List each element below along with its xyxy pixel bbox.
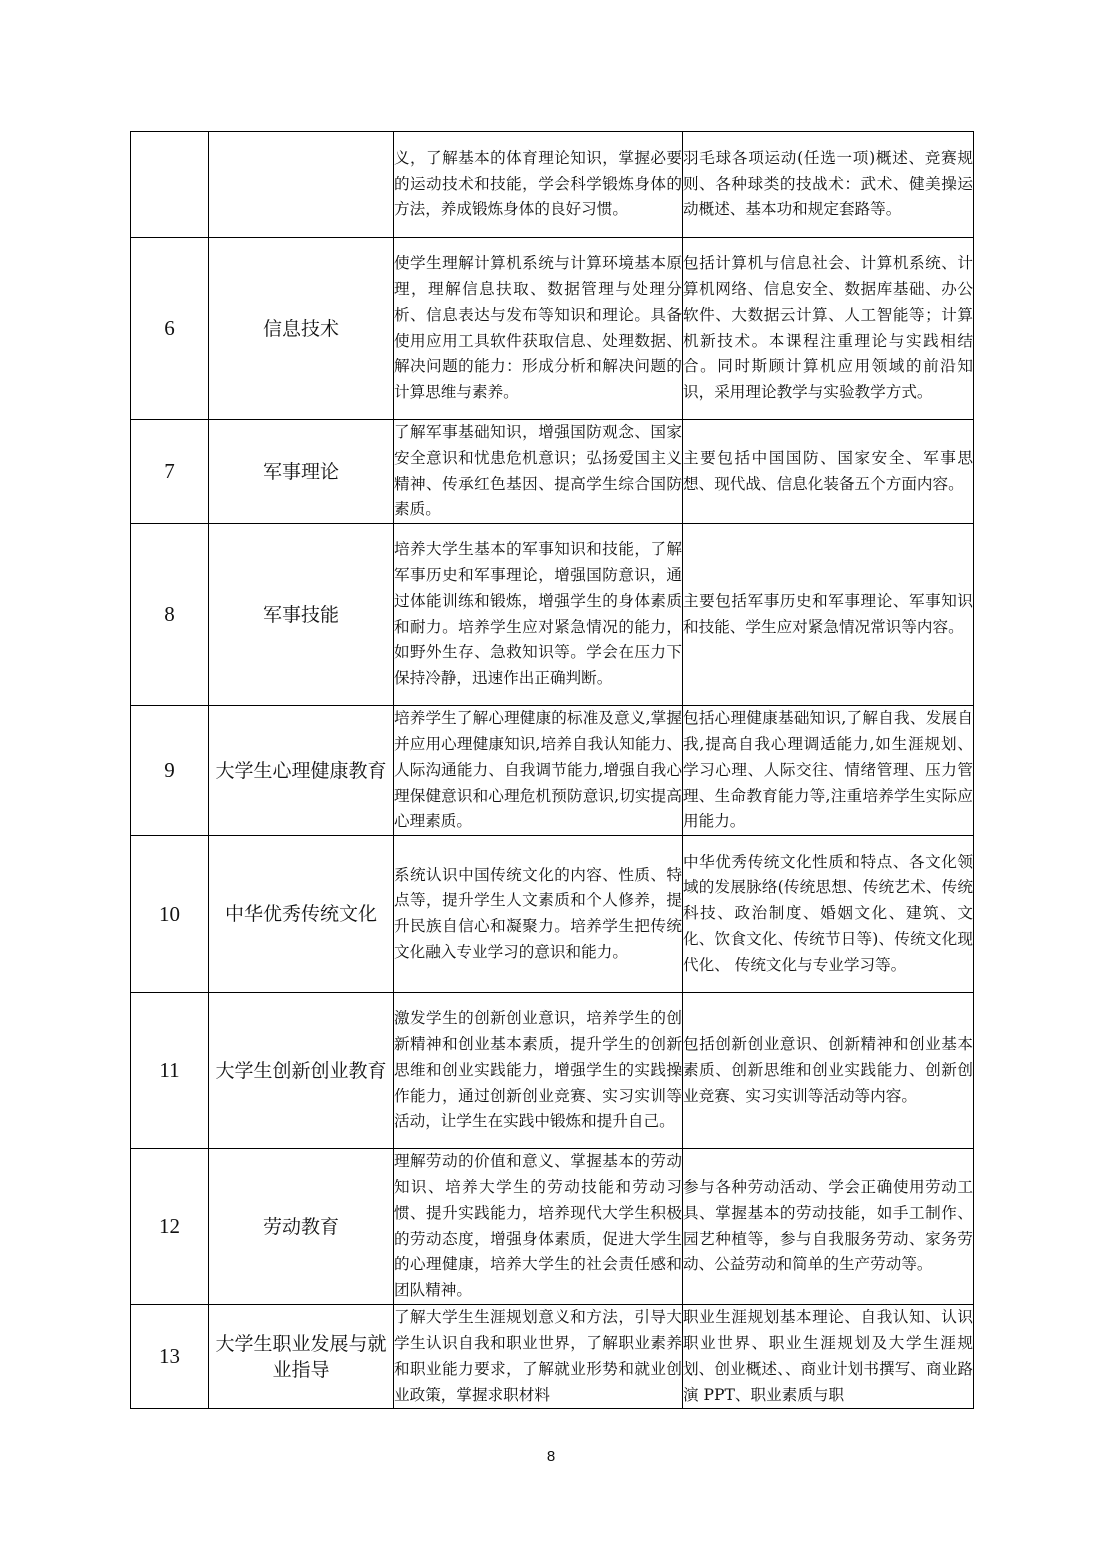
course-name [209, 132, 394, 238]
course-content: 包括创新创业意识、创新精神和创业基本素质、创新思维和创业实践能力、创新创业竞赛、实习实训等活动等内容。 [683, 993, 974, 1149]
course-number [131, 132, 209, 238]
course-goal: 使学生理解计算机系统与计算环境基本原理，理解信息扶取、数据管理与处理分析、信息表达与发布等知识和理论。具备使用应用工具软件获取信息、处理数据、解决问题的能力：形成分析和解决问题的计算思维与素养。 [394, 238, 683, 420]
course-name: 大学生创新创业教育 [209, 993, 394, 1149]
course-name: 劳动教育 [209, 1149, 394, 1305]
course-content: 职业生涯规划基本理论、自我认知、认识职业世界、职业生涯规划及大学生涯规划、创业概述、、商业计划书撰写、商业路演 PPT、职业素质与职 [683, 1305, 974, 1409]
table-row [131, 420, 974, 524]
course-number: 13 [131, 1305, 209, 1409]
table-row [131, 238, 974, 420]
course-content: 中华优秀传统文化性质和特点、各文化领域的发展脉络(传统思想、传统艺术、传统科技、政治制度、婚姻文化、建筑、文化、饮食文化、传统节日等)、传统文化现代化、 传统文化与专业学习等。 [683, 836, 974, 993]
course-content: 主要包括军事历史和军事理论、军事知识和技能、学生应对紧急情况常识等内容。 [683, 524, 974, 706]
course-content: 主要包括中国国防、国家安全、军事思想、现代战、信息化装备五个方面内容。 [683, 420, 974, 524]
course-name: 大学生职业发展与就业指导 [209, 1305, 394, 1409]
course-goal: 系统认识中国传统文化的内容、性质、特点等，提升学生人文素质和个人修养，提升民族自信心和凝聚力。培养学生把传统文化融入专业学习的意识和能力。 [394, 836, 683, 993]
course-content: 参与各种劳动活动、学会正确使用劳动工具、掌握基本的劳动技能，如手工制作、园艺种植等，参与自我服务劳动、家务劳动、公益劳动和简单的生产劳动等。 [683, 1149, 974, 1305]
table-row [131, 1305, 974, 1409]
table-row [131, 1149, 974, 1305]
page-number: 8 [546, 1448, 556, 1465]
course-content: 包括心理健康基础知识,了解自我、发展自我,提高自我心理调适能力,如生涯规划、学习心理、人际交往、情绪管理、压力管理、生命教育能力等,注重培养学生实际应用能力。 [683, 706, 974, 836]
table-row [131, 132, 974, 238]
course-goal: 培养学生了解心理健康的标准及意义,掌握并应用心理健康知识,培养自我认知能力、人际沟通能力、自我调节能力,增强自我心理保健意识和心理危机预防意识,切实提高心理素质。 [394, 706, 683, 836]
course-table [130, 131, 974, 1409]
course-name: 军事理论 [209, 420, 394, 524]
course-name: 军事技能 [209, 524, 394, 706]
course-number: 6 [131, 238, 209, 420]
table-row [131, 836, 974, 993]
course-number: 10 [131, 836, 209, 993]
course-name: 大学生心理健康教育 [209, 706, 394, 836]
course-goal: 了解大学生生涯规划意义和方法，引导大学生认识自我和职业世界，了解职业素养和职业能力要求，了解就业形势和就业创业政策，掌握求职材料 [394, 1305, 683, 1409]
course-number: 11 [131, 993, 209, 1149]
course-number: 7 [131, 420, 209, 524]
course-goal: 培养大学生基本的军事知识和技能，了解军事历史和军事理论，增强国防意识，通过体能训练和锻炼，增强学生的身体素质和耐力。培养学生应对紧急情况的能力，如野外生存、急救知识等。学会在压力下保持冷静，迅速作出正确判断。 [394, 524, 683, 706]
course-goal: 理解劳动的价值和意义、掌握基本的劳动知识、培养大学生的劳动技能和劳动习惯、提升实践能力，培养现代大学生积极的劳动态度，增强身体素质，促进大学生的心理健康，培养大学生的社会责任感和团队精神。 [394, 1149, 683, 1305]
course-content: 羽毛球各项运动(任选一项)概述、竞赛规则、各种球类的技战术：武术、健美操运动概述、基本功和规定套路等。 [683, 132, 974, 238]
course-number: 9 [131, 706, 209, 836]
course-number: 8 [131, 524, 209, 706]
table-row [131, 993, 974, 1149]
table-row [131, 706, 974, 836]
course-number: 12 [131, 1149, 209, 1305]
course-goal: 了解军事基础知识，增强国防观念、国家安全意识和忧患危机意识；弘扬爱国主义精神、传承红色基因、提高学生综合国防素质。 [394, 420, 683, 524]
table-row [131, 524, 974, 706]
course-goal: 激发学生的创新创业意识，培养学生的创新精神和创业基本素质，提升学生的创新思维和创业实践能力，增强学生的实践操作能力，通过创新创业竞赛、实习实训等活动，让学生在实践中锻炼和提升自己。 [394, 993, 683, 1149]
course-goal: 义，了解基本的体育理论知识，掌握必要的运动技术和技能，学会科学锻炼身体的方法，养成锻炼身体的良好习惯。 [394, 132, 683, 238]
course-name: 中华优秀传统文化 [209, 836, 394, 993]
course-name: 信息技术 [209, 238, 394, 420]
course-content: 包括计算机与信息社会、计算机系统、计算机网络、信息安全、数据库基础、办公软件、大数据云计算、人工智能等；计算机新技术。本课程注重理论与实践相结合。同时斯顾计算机应用领域的前沿知识，采用理论教学与实验教学方式。 [683, 238, 974, 420]
